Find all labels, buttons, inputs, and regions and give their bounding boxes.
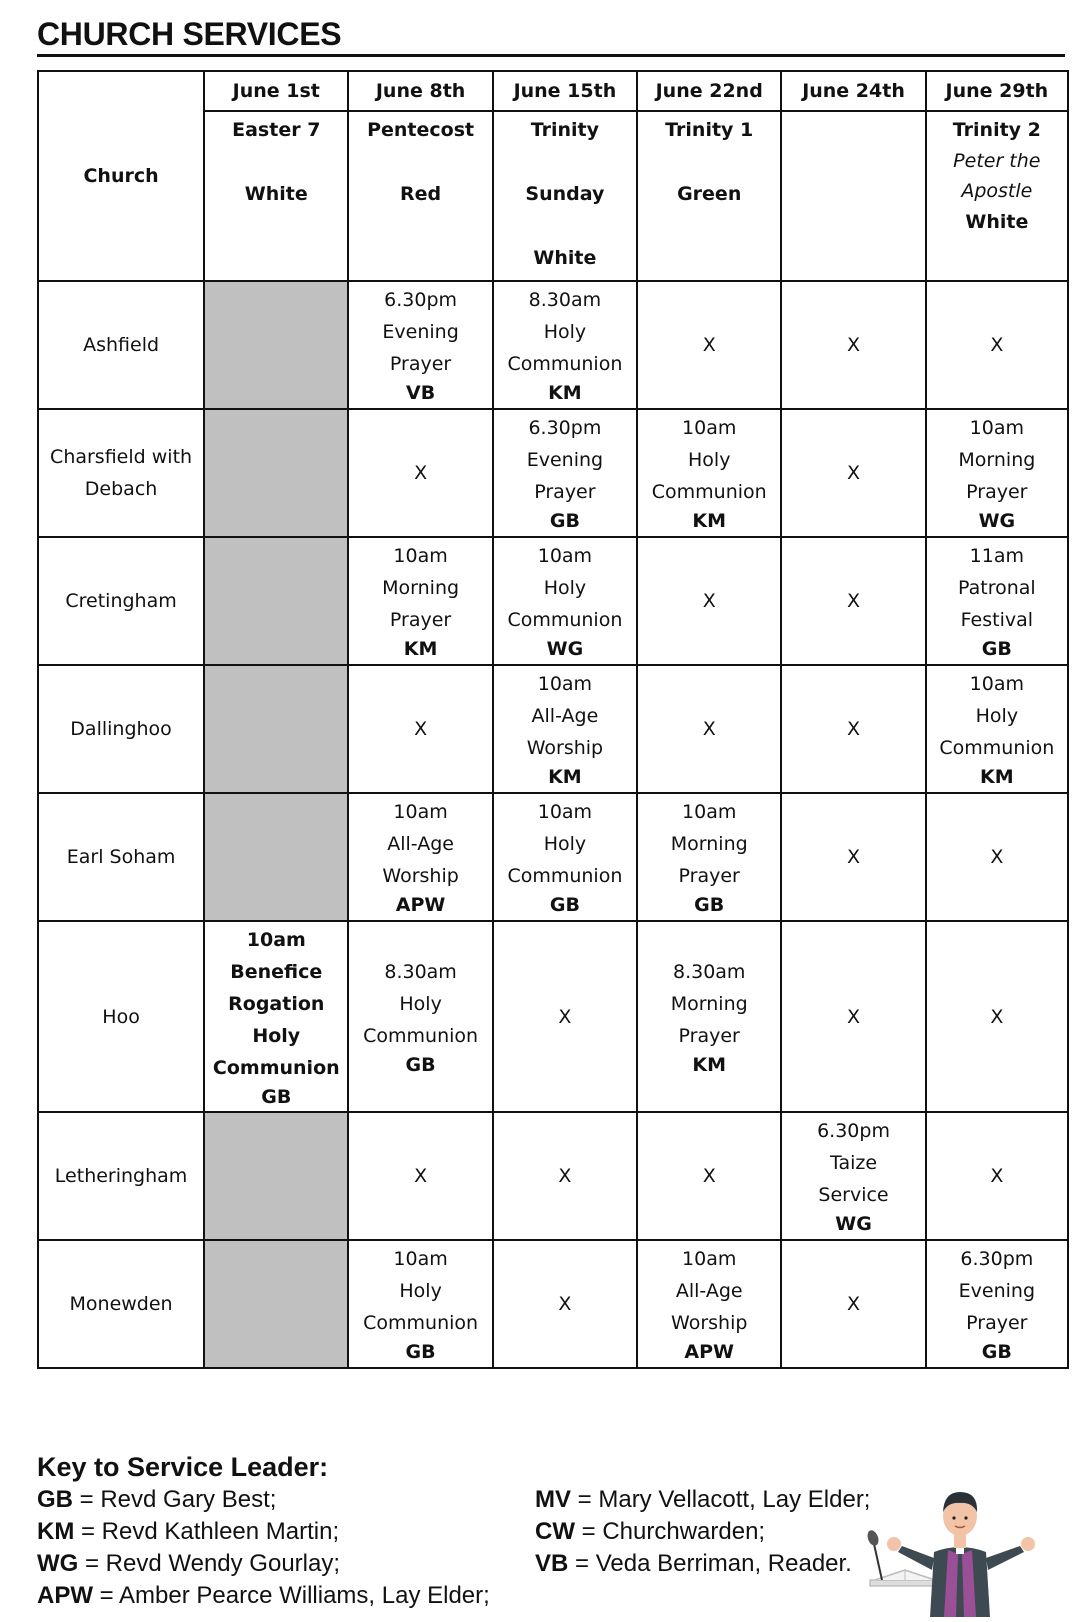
- key-entry: [535, 1548, 870, 1580]
- service-leader: KM: [403, 638, 438, 660]
- service-type: Holy: [543, 577, 587, 599]
- date-header: June 22nd: [637, 71, 781, 111]
- service-type: Taize: [830, 1152, 878, 1174]
- service-time: 11am: [969, 545, 1024, 567]
- church-row: [38, 921, 1068, 1112]
- liturgical-color: White: [244, 183, 308, 205]
- church-row: [38, 409, 1068, 537]
- key-entry: [535, 1484, 870, 1516]
- key-description: = Veda Berriman, Reader.: [568, 1550, 852, 1577]
- service-type: Evening: [526, 449, 604, 471]
- service-time: 8.30am: [672, 960, 746, 983]
- service-time: 10am: [393, 545, 448, 567]
- key-abbreviation: KM: [37, 1518, 75, 1545]
- service-leader: VB: [406, 382, 436, 404]
- church-row: [38, 1240, 1068, 1368]
- service-leader: KM: [980, 766, 1014, 788]
- service-leader: APW: [684, 1341, 735, 1363]
- no-service-mark: X: [637, 1112, 781, 1240]
- date-header: June 24th: [781, 71, 925, 111]
- no-service-mark: X: [493, 1240, 637, 1368]
- season-cell: [348, 111, 492, 281]
- church-name-line: Charsfield with: [50, 446, 193, 468]
- key-description: = Mary Vellacott, Lay Elder;: [571, 1486, 871, 1513]
- key-description: = Amber Pearce Williams, Lay Elder;: [93, 1582, 490, 1609]
- no-service-mark: X: [637, 537, 781, 665]
- church-row: [38, 793, 1068, 921]
- service-cell: [493, 409, 637, 537]
- church-name: Monewden: [38, 1240, 204, 1368]
- key-entry: [535, 1516, 870, 1548]
- no-service-cell: [204, 537, 348, 665]
- season-name: Trinity 1: [665, 119, 754, 141]
- no-service-mark: X: [781, 921, 925, 1112]
- service-cell: [348, 537, 492, 665]
- key-abbreviation: APW: [37, 1582, 93, 1609]
- date-header: June 15th: [493, 71, 637, 111]
- no-service-mark: X: [493, 1112, 637, 1240]
- service-time: 6.30pm: [817, 1120, 890, 1142]
- church-name: [38, 409, 204, 537]
- no-service-cell: [204, 1240, 348, 1368]
- church-name: Cretingham: [38, 537, 204, 665]
- service-cell: [348, 921, 492, 1112]
- service-time: 10am: [682, 801, 737, 823]
- service-type: Evening: [382, 321, 459, 343]
- church-name: Earl Soham: [38, 793, 204, 921]
- service-line: Communion: [212, 1056, 340, 1079]
- service-time: 10am: [393, 801, 448, 823]
- service-leader: GB: [261, 1085, 292, 1108]
- church-row: [38, 1112, 1068, 1240]
- service-type: Worship: [382, 865, 459, 887]
- clergy-figure-icon: [860, 1472, 1060, 1617]
- key-entry: [37, 1516, 490, 1548]
- service-type: Festival: [960, 609, 1034, 631]
- church-name: Dallinghoo: [38, 665, 204, 793]
- service-type: Communion: [507, 865, 623, 887]
- no-service-cell: [204, 665, 348, 793]
- service-type: Communion: [939, 737, 1055, 759]
- service-line: 10am: [246, 928, 306, 951]
- service-time: 10am: [682, 1248, 737, 1270]
- service-type: Holy: [399, 992, 442, 1015]
- service-time: 10am: [682, 417, 737, 439]
- service-type: Holy: [975, 705, 1019, 727]
- service-time: 10am: [393, 1248, 448, 1270]
- key-title: Key to Service Leader:: [37, 1452, 329, 1482]
- service-type: Prayer: [389, 609, 452, 631]
- liturgical-color: White: [533, 247, 597, 269]
- service-type: All-Age: [675, 1280, 743, 1302]
- service-type: Holy: [543, 321, 587, 343]
- service-type: Communion: [363, 1312, 479, 1334]
- no-service-cell: [204, 409, 348, 537]
- church-column-header: Church: [38, 71, 204, 281]
- service-time: 10am: [537, 545, 593, 567]
- service-leader: KM: [548, 382, 582, 404]
- key-abbreviation: MV: [535, 1486, 571, 1513]
- season-name: Easter 7: [232, 119, 321, 141]
- service-type: Morning: [382, 577, 460, 599]
- service-cell: [348, 1240, 492, 1368]
- date-header: June 1st: [204, 71, 348, 111]
- service-type: Communion: [363, 1024, 479, 1047]
- service-cell: [493, 665, 637, 793]
- service-cell: [493, 281, 637, 409]
- service-type: Worship: [671, 1312, 748, 1334]
- service-time: 6.30pm: [960, 1248, 1034, 1270]
- service-cell: [926, 409, 1068, 537]
- season-name: Trinity: [530, 119, 600, 141]
- liturgical-color: Red: [400, 183, 442, 205]
- key-right-column: [535, 1484, 870, 1580]
- service-type: Holy: [543, 833, 587, 855]
- church-row: [38, 281, 1068, 409]
- service-cell: [926, 537, 1068, 665]
- church-name: Hoo: [38, 921, 204, 1112]
- service-type: Holy: [399, 1280, 442, 1302]
- no-service-cell: [204, 1112, 348, 1240]
- service-cell: [637, 409, 781, 537]
- service-time: 8.30am: [528, 289, 602, 311]
- key-left-column: [37, 1484, 490, 1612]
- season-cell-empty: [781, 111, 925, 281]
- service-type: Prayer: [389, 353, 452, 375]
- service-line: Holy: [252, 1024, 301, 1047]
- service-type: Morning: [670, 833, 748, 855]
- service-type: Prayer: [966, 1312, 1028, 1334]
- services-table: [37, 70, 1069, 1369]
- no-service-mark: X: [926, 793, 1068, 921]
- dates-row: [38, 71, 1068, 111]
- service-cell: [348, 793, 492, 921]
- service-time: 8.30am: [384, 960, 457, 983]
- no-service-mark: X: [781, 537, 925, 665]
- no-service-mark: X: [637, 665, 781, 793]
- service-type: Communion: [651, 481, 767, 503]
- service-type: Prayer: [678, 1024, 740, 1047]
- no-service-mark: X: [781, 665, 925, 793]
- no-service-mark: X: [348, 409, 492, 537]
- service-line: Rogation: [228, 992, 325, 1015]
- service-type: Morning: [670, 992, 748, 1015]
- no-service-mark: X: [781, 281, 925, 409]
- page-title: CHURCH SERVICES: [37, 14, 1065, 57]
- season-cell: [926, 111, 1068, 281]
- service-type: Prayer: [534, 481, 596, 503]
- service-cell: [926, 1240, 1068, 1368]
- service-type: All-Age: [531, 705, 599, 727]
- service-cell: [493, 537, 637, 665]
- service-leader: APW: [395, 894, 446, 916]
- service-type: Worship: [526, 737, 604, 759]
- service-time: 10am: [537, 801, 593, 823]
- church-name-line: Debach: [84, 478, 158, 500]
- service-leader: GB: [981, 638, 1012, 660]
- service-type: Communion: [507, 609, 623, 631]
- season-cell: [204, 111, 348, 281]
- service-cell: [204, 921, 348, 1112]
- service-type: Service: [818, 1184, 889, 1206]
- season-name-2: Sunday: [525, 183, 605, 205]
- season-cell: [493, 111, 637, 281]
- no-service-mark: X: [926, 281, 1068, 409]
- service-cell: [493, 793, 637, 921]
- season-cell: [637, 111, 781, 281]
- service-line: Benefice: [230, 960, 323, 983]
- service-type: All-Age: [387, 833, 454, 855]
- service-cell: [637, 921, 781, 1112]
- service-type: Prayer: [678, 865, 740, 887]
- service-time: 10am: [969, 673, 1024, 695]
- season-name: Pentecost: [367, 119, 475, 141]
- service-time: 10am: [969, 417, 1024, 439]
- key-description: = Revd Wendy Gourlay;: [78, 1550, 341, 1577]
- service-leader: KM: [548, 766, 582, 788]
- season-name: Trinity 2: [952, 119, 1041, 141]
- liturgical-color: White: [965, 211, 1029, 233]
- church-name: Letheringham: [38, 1112, 204, 1240]
- key-abbreviation: CW: [535, 1518, 575, 1545]
- date-header: June 29th: [926, 71, 1068, 111]
- key-abbreviation: WG: [37, 1550, 79, 1577]
- service-leader: WG: [978, 510, 1016, 532]
- no-service-mark: X: [781, 793, 925, 921]
- key-description: = Revd Kathleen Martin;: [74, 1518, 340, 1545]
- service-time: 10am: [537, 673, 593, 695]
- service-cell: [637, 793, 781, 921]
- service-leader: WG: [546, 638, 584, 660]
- service-type: Communion: [507, 353, 623, 375]
- service-time: 6.30pm: [528, 417, 602, 439]
- no-service-cell: [204, 793, 348, 921]
- no-service-cell: [204, 281, 348, 409]
- service-type: Prayer: [966, 481, 1028, 503]
- service-cell: [637, 1240, 781, 1368]
- key-abbreviation: GB: [37, 1486, 73, 1513]
- feast-name: Peter the: [953, 150, 1041, 172]
- key-entry: [37, 1484, 490, 1516]
- no-service-mark: X: [493, 921, 637, 1112]
- liturgical-color: Green: [677, 183, 742, 205]
- service-leader: WG: [835, 1213, 872, 1235]
- service-leader: GB: [694, 894, 725, 916]
- date-header: June 8th: [348, 71, 492, 111]
- no-service-mark: X: [926, 1112, 1068, 1240]
- service-leader: GB: [405, 1053, 436, 1076]
- service-type: Holy: [688, 449, 731, 471]
- service-leader: GB: [549, 510, 580, 532]
- key-description: = Revd Gary Best;: [73, 1486, 277, 1513]
- church-row: [38, 665, 1068, 793]
- service-leader: GB: [981, 1341, 1012, 1363]
- key-entry: [37, 1580, 490, 1612]
- no-service-mark: X: [348, 665, 492, 793]
- service-cell: [926, 665, 1068, 793]
- service-cell: [348, 281, 492, 409]
- no-service-mark: X: [348, 1112, 492, 1240]
- service-leader: GB: [405, 1341, 436, 1363]
- service-type: Patronal: [958, 577, 1036, 599]
- service-leader: GB: [549, 894, 580, 916]
- service-leader: KM: [692, 1053, 727, 1076]
- no-service-mark: X: [781, 409, 925, 537]
- key-abbreviation: VB: [535, 1550, 569, 1577]
- no-service-mark: X: [637, 281, 781, 409]
- service-type: Morning: [958, 449, 1036, 471]
- feast-name-2: Apostle: [961, 180, 1033, 202]
- service-type: Evening: [958, 1280, 1036, 1302]
- no-service-mark: X: [926, 921, 1068, 1112]
- church-row: [38, 537, 1068, 665]
- no-service-mark: X: [781, 1240, 925, 1368]
- service-leader: KM: [692, 510, 727, 532]
- service-time: 6.30pm: [384, 289, 458, 311]
- key-description: = Churchwarden;: [574, 1518, 766, 1545]
- service-cell: [781, 1112, 925, 1240]
- key-entry: [37, 1548, 490, 1580]
- church-name: Ashfield: [38, 281, 204, 409]
